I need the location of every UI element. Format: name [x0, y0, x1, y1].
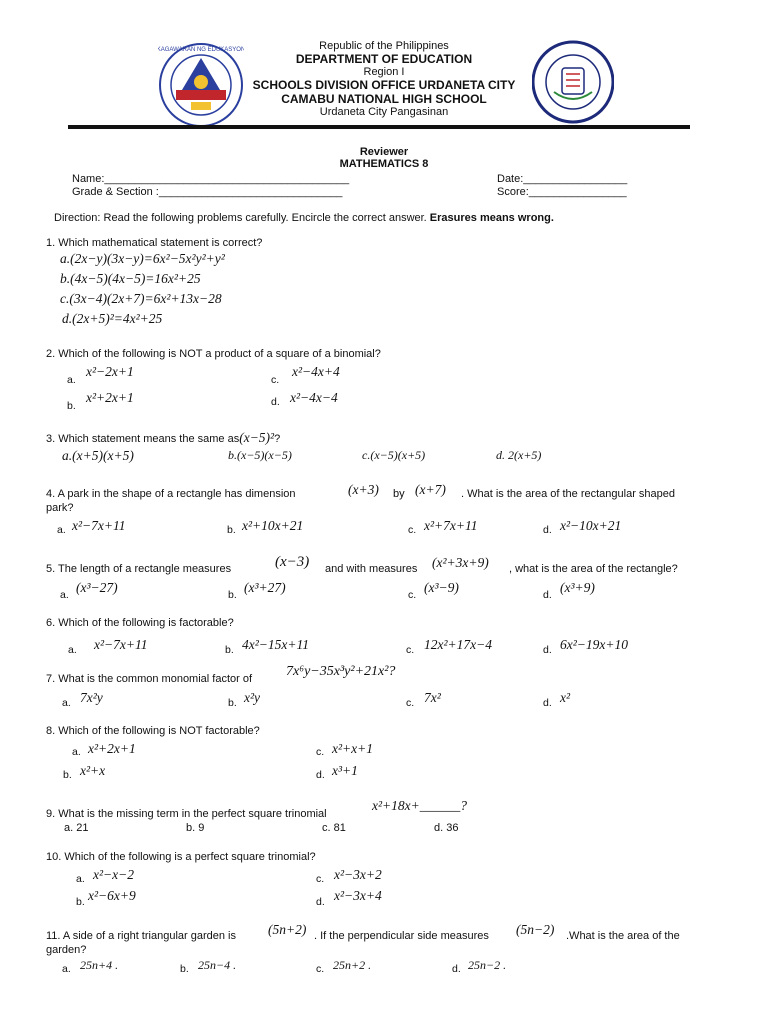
q10-letter-d: d.: [316, 896, 325, 908]
q10-option-c[interactable]: x²−3x+2: [334, 867, 382, 882]
q3-option-c[interactable]: c.(x−5)(x+5): [362, 448, 426, 462]
q5-option-d[interactable]: (x³+9): [560, 580, 595, 595]
q11-option-c[interactable]: 25n+2 .: [333, 958, 372, 972]
q11-option-b[interactable]: 25n−4 .: [198, 958, 237, 972]
q10-option-a[interactable]: x²−x−2: [93, 867, 135, 882]
q3-expression: (x−5)²: [239, 430, 275, 445]
question-7: 7. What is the common monomial factor of: [46, 673, 253, 685]
directions-bold: Erasures means wrong.: [429, 212, 554, 224]
q8-option-b[interactable]: x²+x: [80, 763, 106, 778]
q5-dim-1: (x−3): [275, 554, 310, 570]
header-line-3: Region I: [363, 66, 405, 78]
q6-letter-a: a.: [68, 644, 77, 656]
q7-option-a[interactable]: 7x²y: [80, 690, 103, 705]
q9-option-a[interactable]: a. 21: [64, 822, 89, 834]
q11-letter-a: a.: [62, 963, 71, 975]
question-6: 6. Which of the following is factorable?: [46, 617, 234, 629]
q1-option-b[interactable]: b.(4x−5)(4x−5)=16x²+25: [60, 271, 201, 286]
question-8: 8. Which of the following is NOT factorable?: [46, 725, 260, 737]
q2-letter-c: c.: [271, 374, 280, 386]
question-9: 9. What is the missing term in the perfect square trinomial: [46, 808, 327, 820]
q10-letter-c: c.: [316, 873, 325, 885]
q4-dim-2: (x+7): [415, 482, 446, 497]
q11-dim-2: (5n−2): [516, 922, 555, 937]
q2-letter-d: d.: [271, 396, 280, 408]
q4-letter-a: a.: [57, 524, 66, 536]
q4-option-a[interactable]: x²−7x+11: [72, 518, 126, 533]
score-field[interactable]: Score:________________: [497, 186, 627, 198]
header-line-5: CAMABU NATIONAL HIGH SCHOOL: [281, 92, 487, 106]
q6-letter-b: b.: [225, 644, 234, 656]
q9-option-d[interactable]: d. 36: [434, 822, 459, 834]
q7-option-b[interactable]: x²y: [244, 690, 261, 705]
q4-letter-b: b.: [227, 524, 236, 536]
q11-option-a[interactable]: 25n+4 .: [80, 958, 119, 972]
q8-option-d[interactable]: x³+1: [332, 763, 358, 778]
q11-text-cont: garden?: [46, 944, 87, 956]
q5-letter-b: b.: [228, 589, 237, 601]
q7-letter-b: b.: [228, 697, 237, 709]
name-field[interactable]: Name:________________________________________: [72, 173, 350, 185]
q8-letter-d: d.: [316, 769, 325, 781]
q4-option-d[interactable]: x²−10x+21: [560, 518, 622, 533]
q9-option-b[interactable]: b. 9: [186, 822, 205, 834]
svg-text:KAGAWARAN NG EDUKASYON: KAGAWARAN NG EDUKASYON: [158, 47, 244, 53]
q7-letter-a: a.: [62, 697, 71, 709]
grade-section-field[interactable]: Grade & Section :______________________________: [72, 186, 343, 198]
q3-option-b[interactable]: b.(x−5)(x−5): [228, 448, 292, 462]
q3-option-a[interactable]: a.(x+5)(x+5): [62, 448, 134, 463]
header-line-2: DEPARTMENT OF EDUCATION: [295, 52, 473, 66]
q10-letter-a: a.: [76, 873, 85, 885]
q6-option-c[interactable]: 12x²+17x−4: [424, 637, 493, 652]
q4-option-b[interactable]: x²+10x+21: [242, 518, 304, 533]
q11-text-mid: . If the perpendicular side measures: [314, 930, 489, 942]
q10-letter-b: b.: [76, 896, 85, 908]
q11-letter-d: d.: [452, 963, 461, 975]
q5-option-b[interactable]: (x³+27): [244, 580, 286, 595]
q7-expression: 7x⁶y−35x³y²+21x²?: [286, 664, 396, 679]
q6-letter-c: c.: [406, 644, 415, 656]
header-line-1: Republic of the Philippines: [319, 40, 449, 52]
q11-text-pre: 11. A side of a right triangular garden is: [46, 930, 236, 942]
header-line-6: Urdaneta City Pangasinan: [319, 106, 449, 118]
q8-option-c[interactable]: x²+x+1: [332, 741, 374, 756]
q4-letter-d: d.: [543, 524, 552, 536]
doc-title: Reviewer: [359, 146, 409, 158]
q5-option-a[interactable]: (x³−27): [76, 580, 118, 595]
q1-option-d[interactable]: d.(2x+5)²=4x²+25: [62, 311, 163, 326]
q6-option-a[interactable]: x²−7x+11: [94, 637, 148, 652]
q5-text-pre: 5. The length of a rectangle measures: [46, 563, 232, 575]
q2-option-d[interactable]: x²−4x−4: [290, 390, 338, 405]
q5-letter-d: d.: [543, 589, 552, 601]
q2-option-a[interactable]: x²−2x+1: [86, 364, 134, 379]
directions: [54, 212, 554, 224]
q11-letter-b: b.: [180, 963, 189, 975]
q1-option-c[interactable]: c.(3x−4)(2x+7)=6x²+13x−28: [60, 291, 222, 306]
q9-expression: x²+18x+______?: [372, 798, 468, 813]
question-1: 1. Which mathematical statement is correct?: [46, 237, 263, 249]
q4-option-c[interactable]: x²+7x+11: [424, 518, 478, 533]
doc-subject: MATHEMATICS 8: [339, 158, 429, 170]
q1-option-a[interactable]: a.(2x−y)(3x−y)=6x²−5x²y²+y²: [60, 251, 225, 266]
q5-letter-a: a.: [60, 589, 69, 601]
q5-dim-2: (x²+3x+9): [432, 555, 489, 570]
q6-option-d[interactable]: 6x²−19x+10: [560, 637, 629, 652]
q8-letter-a: a.: [72, 746, 81, 758]
q4-by: by: [393, 488, 405, 500]
q10-option-d[interactable]: x²−3x+4: [334, 888, 382, 903]
q5-option-c[interactable]: (x³−9): [424, 580, 459, 595]
header-line-4: SCHOOLS DIVISION OFFICE URDANETA CITY: [252, 78, 516, 92]
q10-option-b[interactable]: x²−6x+9: [88, 888, 136, 903]
q4-text-cont: park?: [46, 502, 74, 514]
q2-letter-a: a.: [67, 374, 76, 386]
q11-text-post: .What is the area of the: [566, 930, 680, 942]
q3-qmark: ?: [274, 433, 281, 445]
q3-option-d[interactable]: d. 2(x+5): [496, 448, 542, 462]
q5-letter-c: c.: [408, 589, 417, 601]
q7-letter-d: d.: [543, 697, 552, 709]
q8-letter-b: b.: [63, 769, 72, 781]
header-rule: [68, 125, 690, 129]
date-field[interactable]: Date:_________________: [497, 173, 628, 185]
q2-option-c[interactable]: x²−4x+4: [292, 364, 340, 379]
q2-letter-b: b.: [67, 400, 76, 412]
q9-option-c[interactable]: c. 81: [322, 822, 346, 834]
question-3: [46, 430, 280, 446]
q8-letter-c: c.: [316, 746, 325, 758]
q3-text: 3. Which statement means the same as: [46, 433, 240, 445]
q7-option-c[interactable]: 7x²: [424, 690, 441, 705]
q7-letter-c: c.: [406, 697, 415, 709]
q6-letter-d: d.: [543, 644, 552, 656]
q6-option-b[interactable]: 4x²−15x+11: [242, 637, 309, 652]
q4-letter-c: c.: [408, 524, 417, 536]
q8-option-a[interactable]: x²+2x+1: [88, 741, 136, 756]
q5-text-mid: and with measures: [325, 563, 418, 575]
q4-text-post: . What is the area of the rectangular shaped: [461, 488, 676, 500]
q7-option-d[interactable]: x²: [560, 690, 571, 705]
directions-text: Direction: Read the following problems carefully. Encircle the correct answer.: [54, 212, 430, 224]
q4-text-pre: 4. A park in the shape of a rectangle has dimension: [46, 488, 296, 500]
q11-dim-1: (5n+2): [268, 922, 307, 937]
q4-dim-1: (x+3): [348, 482, 379, 497]
q11-option-d[interactable]: 25n−2 .: [468, 958, 507, 972]
question-10: 10. Which of the following is a perfect square trinomial?: [46, 851, 316, 863]
q5-text-post: , what is the area of the rectangle?: [509, 563, 678, 575]
q11-letter-c: c.: [316, 963, 325, 975]
question-2: 2. Which of the following is NOT a product of a square of a binomial?: [46, 348, 381, 360]
q2-option-b[interactable]: x²+2x+1: [86, 390, 134, 405]
